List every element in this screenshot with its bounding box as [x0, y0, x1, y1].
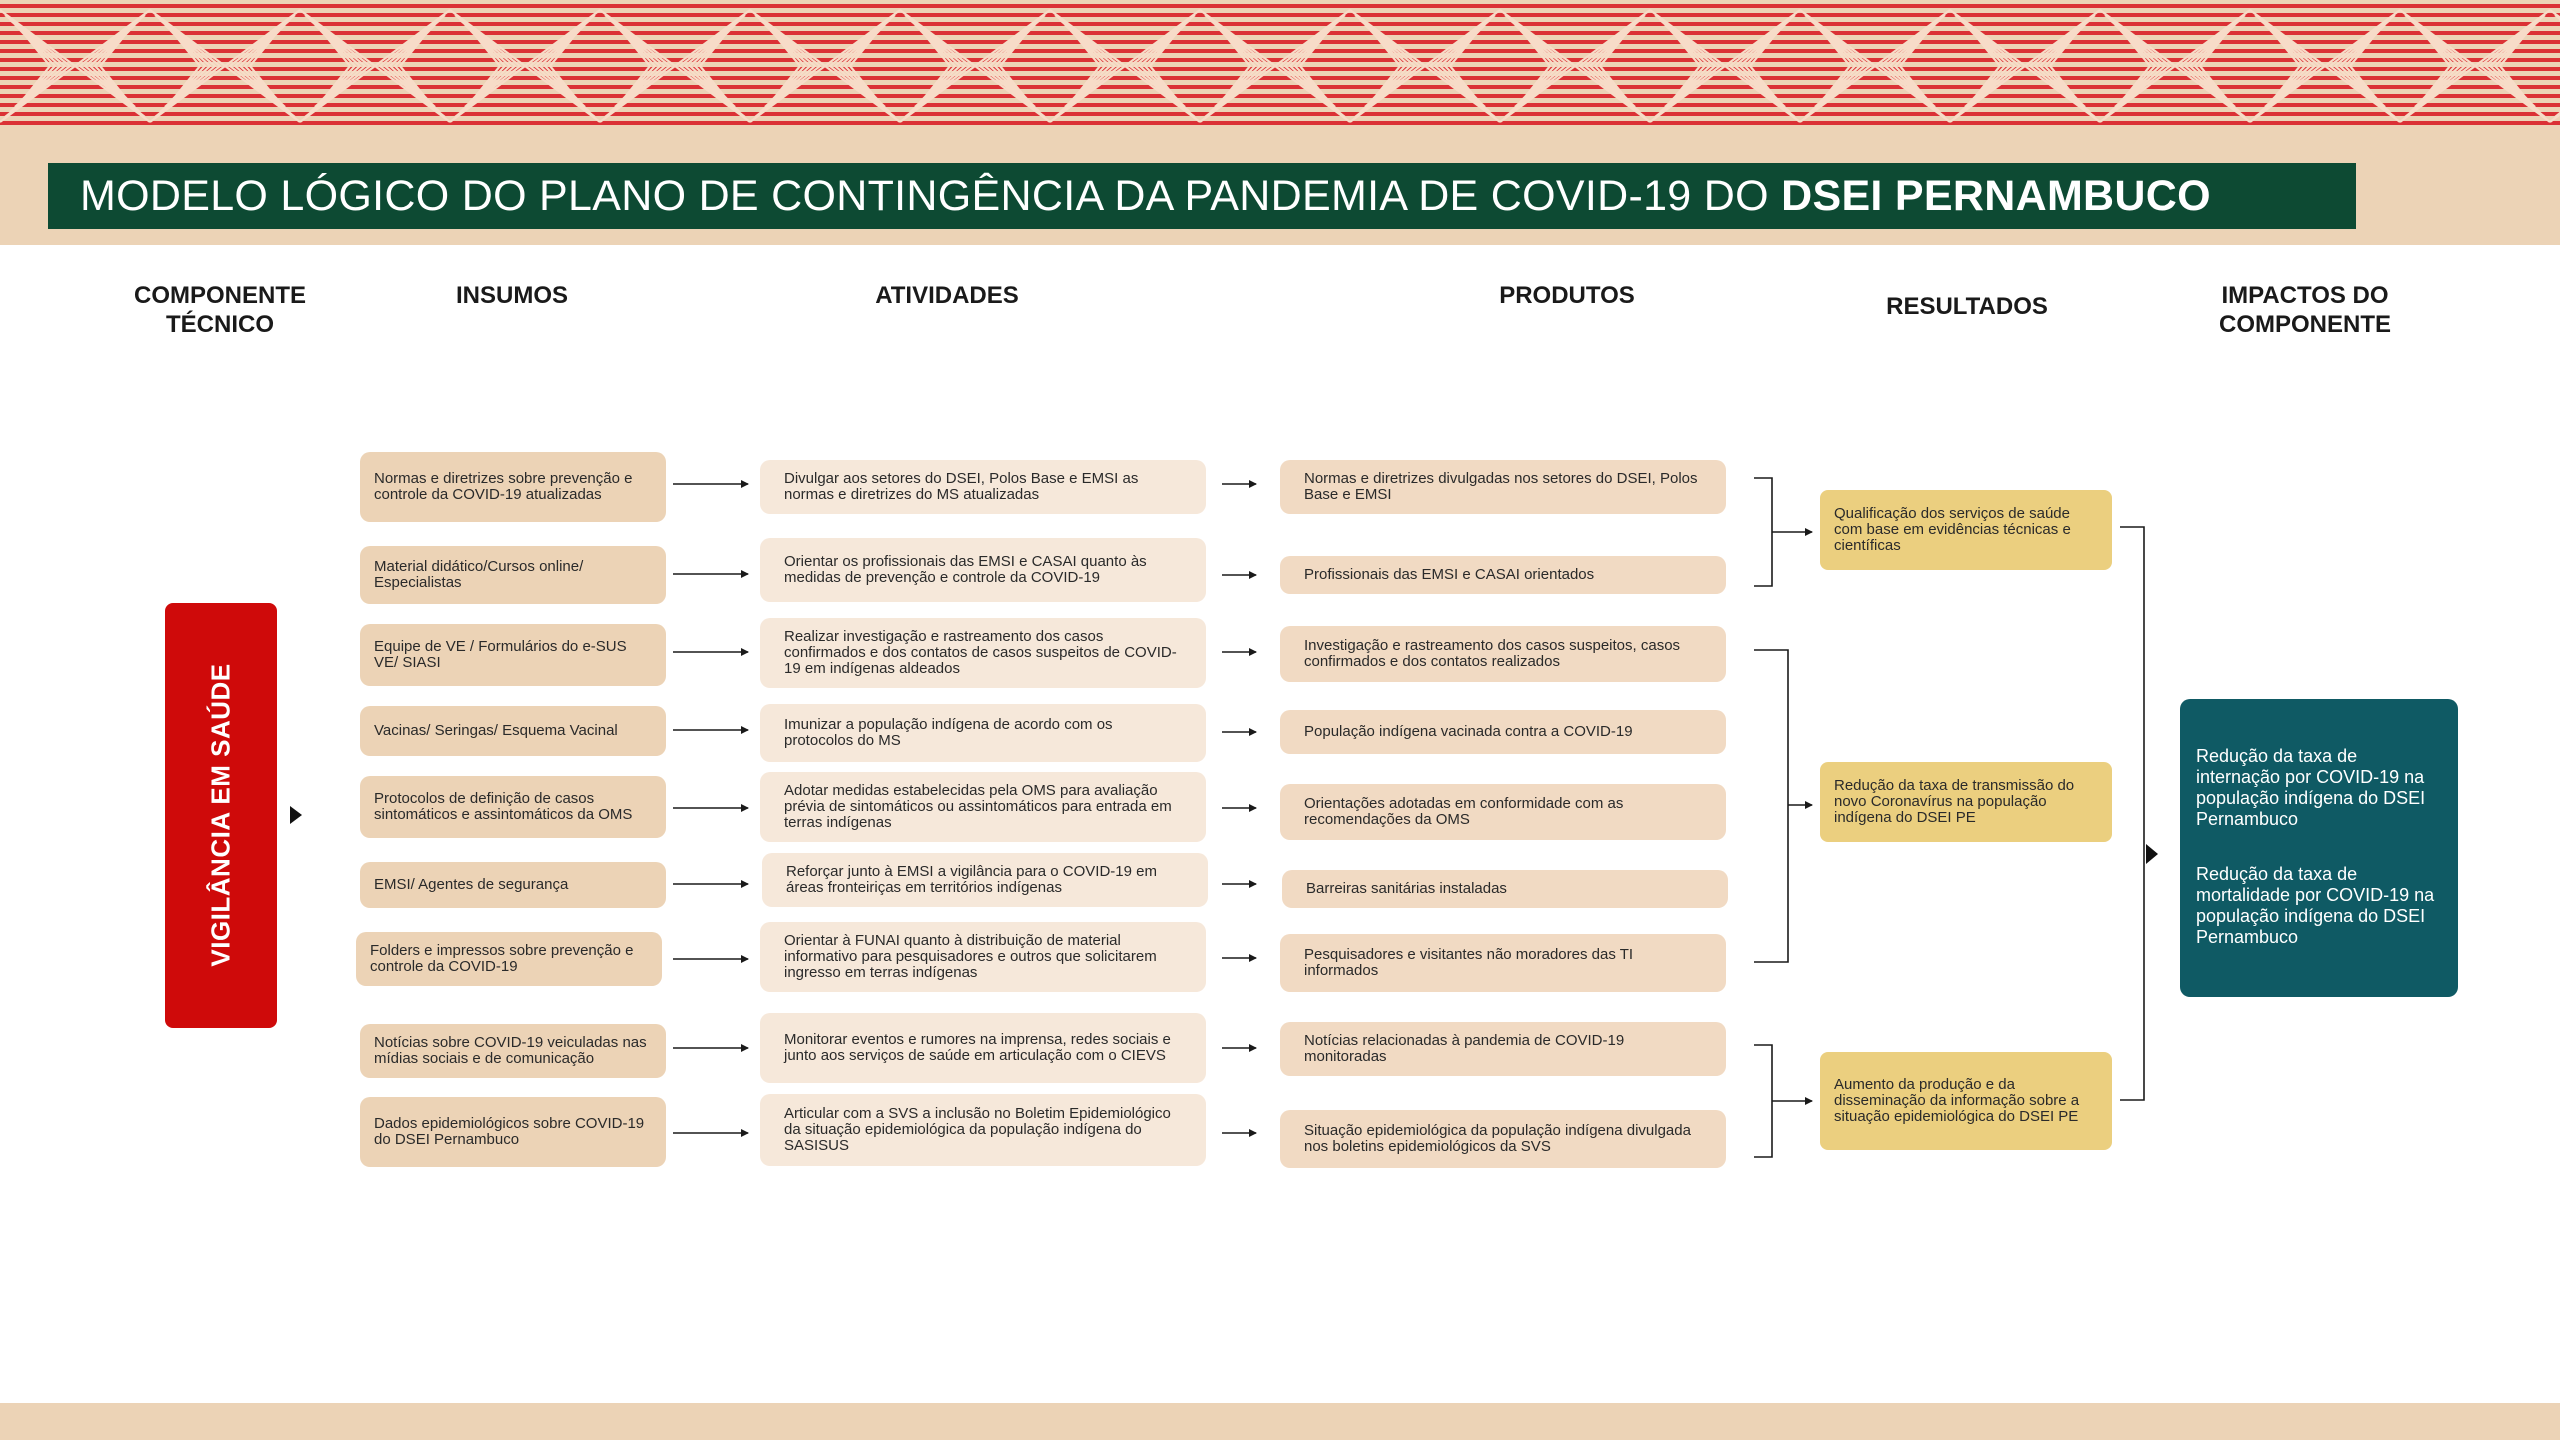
pattern-stripe — [0, 49, 2560, 53]
resultado-box: Redução da taxa de transmissão do novo Coronavírus na população indígena do DSEI PE — [1820, 762, 2112, 842]
pattern-stripe — [0, 40, 2560, 44]
atividade-box: Monitorar eventos e rumores na imprensa, redes sociais e junto aos serviços de saúde em articulação com o CIEVS — [760, 1013, 1206, 1083]
insumo-box: Notícias sobre COVID-19 veiculadas nas mídias sociais e de comunicação — [360, 1024, 666, 1078]
header-produtos: PRODUTOS — [1499, 282, 1635, 309]
produto-box: Orientações adotadas em conformidade com as recomendações da OMS — [1280, 784, 1726, 840]
atividade-box: Orientar à FUNAI quanto à distribuição de material informativo para pesquisadores e outros que solicitarem ingresso em terras indígenas — [760, 922, 1206, 992]
pattern-stripe — [0, 13, 2560, 17]
produto-box: Pesquisadores e visitantes não moradores das TI informados — [1280, 934, 1726, 992]
produto-box: Investigação e rastreamento dos casos suspeitos, casos confirmados e dos contatos realizados — [1280, 626, 1726, 682]
produto-box: População indígena vacinada contra a COVID-19 — [1280, 710, 1726, 754]
produto-box: Situação epidemiológica da população indígena divulgada nos boletins epidemiológicos da SVS — [1280, 1110, 1726, 1168]
pattern-stripe — [0, 112, 2560, 116]
insumo-box: Normas e diretrizes sobre prevenção e controle da COVID-19 atualizadas — [360, 452, 666, 522]
atividade-box: Articular com a SVS a inclusão no Boletim Epidemiológico da situação epidemiológica da população indígena do SASISUS — [760, 1094, 1206, 1166]
resultado-box: Aumento da produção e da disseminação da informação sobre a situação epidemiológica do DSEI PE — [1820, 1052, 2112, 1150]
produto-box: Notícias relacionadas à pandemia de COVID-19 monitoradas — [1280, 1022, 1726, 1076]
pattern-stripe — [0, 22, 2560, 26]
arrow-to-impactos — [2146, 844, 2158, 864]
impacto-mortalidade: Redução da taxa de mortalidade por COVID-19 na população indígena do DSEI Pernambuco — [2196, 864, 2435, 947]
header-resultados: RESULTADOS — [1886, 293, 2048, 320]
pattern-stripe — [0, 94, 2560, 98]
pattern-stripe — [0, 103, 2560, 107]
atividade-box: Realizar investigação e rastreamento dos casos confirmados e dos contatos de casos suspeitos de COVID-19 em indígenas aldeados — [760, 618, 1206, 688]
insumo-box: Folders e impressos sobre prevenção e controle da COVID-19 — [356, 932, 662, 986]
arrow-to-insumos — [290, 806, 302, 824]
atividade-box: Reforçar junto à EMSI a vigilância para o COVID-19 em áreas fronteiriças em territórios indígenas — [762, 853, 1208, 907]
insumo-box: Dados epidemiológicos sobre COVID-19 do DSEI Pernambuco — [360, 1097, 666, 1167]
produto-box: Normas e diretrizes divulgadas nos setores do DSEI, Polos Base e EMSI — [1280, 460, 1726, 514]
atividade-box: Imunizar a população indígena de acordo com os protocolos do MS — [760, 704, 1206, 762]
atividade-box: Orientar os profissionais das EMSI e CASAI quanto às medidas de prevenção e controle da COVID-19 — [760, 538, 1206, 602]
header-impactos: IMPACTOS DO COMPONENTE — [2218, 282, 2391, 338]
pattern-stripe — [0, 76, 2560, 80]
page-title: MODELO LÓGICO DO PLANO DE CONTINGÊNCIA DA PANDEMIA DE COVID-19 DO DSEI PERNAMBUCO — [48, 163, 2356, 229]
header-componente-tecnico: COMPONENTE TÉCNICO — [133, 282, 306, 338]
insumo-box: EMSI/ Agentes de segurança — [360, 862, 666, 908]
resultado-box: Qualificação dos serviços de saúde com base em evidências técnicas e científicas — [1820, 490, 2112, 570]
bottom-band — [0, 1403, 2560, 1440]
insumo-box: Material didático/Cursos online/ Especialistas — [360, 546, 666, 604]
insumo-box: Protocolos de definição de casos sintomáticos e assintomáticos da OMS — [360, 776, 666, 838]
insumo-box: Vacinas/ Seringas/ Esquema Vacinal — [360, 706, 666, 756]
produto-box: Profissionais das EMSI e CASAI orientados — [1280, 556, 1726, 594]
pattern-stripe — [0, 121, 2560, 125]
pattern-stripe — [0, 31, 2560, 35]
componente-vigilancia-em-saude: VIGILÂNCIA EM SAÚDE — [165, 603, 277, 1028]
pattern-stripe — [0, 85, 2560, 89]
header-atividades: ATIVIDADES — [875, 282, 1019, 309]
produto-box: Barreiras sanitárias instaladas — [1282, 870, 1728, 908]
atividade-box: Adotar medidas estabelecidas pela OMS para avaliação prévia de sintomáticos ou assintomáticos para entrada em terras indígenas — [760, 772, 1206, 842]
insumo-box: Equipe de VE / Formulários do e-SUS VE/ SIASI — [360, 624, 666, 686]
pattern-stripe — [0, 4, 2560, 8]
atividade-box: Divulgar aos setores do DSEI, Polos Base e EMSI as normas e diretrizes do MS atualizadas — [760, 460, 1206, 514]
header-insumos: INSUMOS — [455, 282, 568, 309]
decorative-pattern — [0, 0, 2560, 132]
impacto-internacao: Redução da taxa de internação por COVID-19 na população indígena do DSEI Pernambuco — [2196, 746, 2426, 829]
impactos-box — [2180, 699, 2458, 997]
